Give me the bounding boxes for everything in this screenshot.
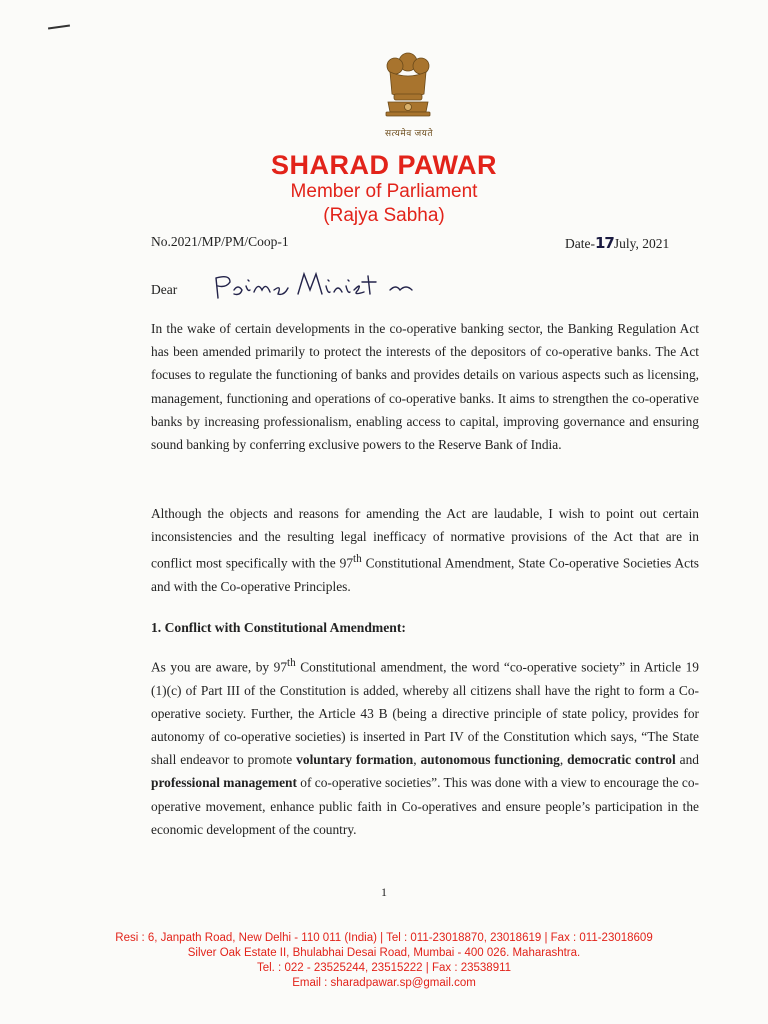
sender-name: SHARAD PAWAR (270, 150, 497, 180)
sender-role: Member of Parliament (290, 181, 478, 202)
sender-house: (Rajya Sabha) (323, 205, 445, 226)
date-prefix: Date- (565, 236, 595, 251)
letter-date (565, 234, 669, 252)
paragraph-concerns: Although the objects and reasons for amending the Act are laudable, I wish to point out certain inconsistencies and the resulting legal inefficacy of normative provisions of the Act that are in conflict most specifically with the 97th Constitutional Amendment, State Co-operative Societies Acts and with the Co-operative Principles. (151, 506, 700, 595)
footer-mumbai-phone: Tel. : 022 - 23525244, 23515222 | Fax : 23538911 (256, 962, 512, 974)
page-number: 1 (381, 885, 387, 899)
national-emblem-icon (380, 50, 436, 136)
date-day-handwritten: 17 (594, 234, 614, 252)
footer-mumbai-address: Silver Oak Estate II, Bhulabhai Desai Road, Mumbai - 400 026. Maharashtra. (187, 947, 581, 959)
paragraph-constitutional: As you are aware, by 97th Constitutional amendment, the word “co-operative society” in Article 19 (1)(c) of Part III of the Constitution is added, whereby all citizens shall have the right to form a Co-operative society. Further, the Article 43 B (being a directive principle of state policy, provides for autonomy of co-operative societies) is inserted in Part IV of the Constitution which says, “The State shall endeavor to promote voluntary formation, autonomous functioning, democratic control and professional management of co-operative societies”. This was done with a view to encourage the co-operative movement, enhance public faith in Co-operatives and ensure people’s participation in the economic development of the country. (151, 657, 700, 837)
reference-number: No.2021/MP/PM/Coop-1 (151, 234, 289, 249)
pen-mark (48, 24, 70, 29)
paragraph-intro: In the wake of certain developments in the co-operative banking sector, the Banking Regulation Act has been amended primarily to protect the interests of the depositors of co-operative banks. The Act focuses to regulate the functioning of banks and provides details on various aspects such as licensing, management, functioning and operations of co-operative banks. It aims to strengthen the co-operative banks by increasing professionalism, enabling access to capital, improving governance and ensuring sound banking by conferring exclusive powers to the Reserve Bank of India. (151, 321, 699, 453)
footer-email: Email : sharadpawar.sp@gmail.com (292, 977, 476, 989)
date-rest: July, 2021 (613, 236, 670, 251)
emblem-motto: सत्यमेव जयते (384, 128, 434, 138)
footer-residence: Resi : 6, Janpath Road, New Delhi - 110 011 (India) | Tel : 011-23018870, 23018619 | Fax : 011-23018609 (115, 932, 653, 944)
section-heading: 1. Conflict with Constitutional Amendment: (151, 620, 406, 635)
handwritten-prime-minister (212, 268, 442, 304)
salutation-dear: Dear (151, 282, 178, 297)
